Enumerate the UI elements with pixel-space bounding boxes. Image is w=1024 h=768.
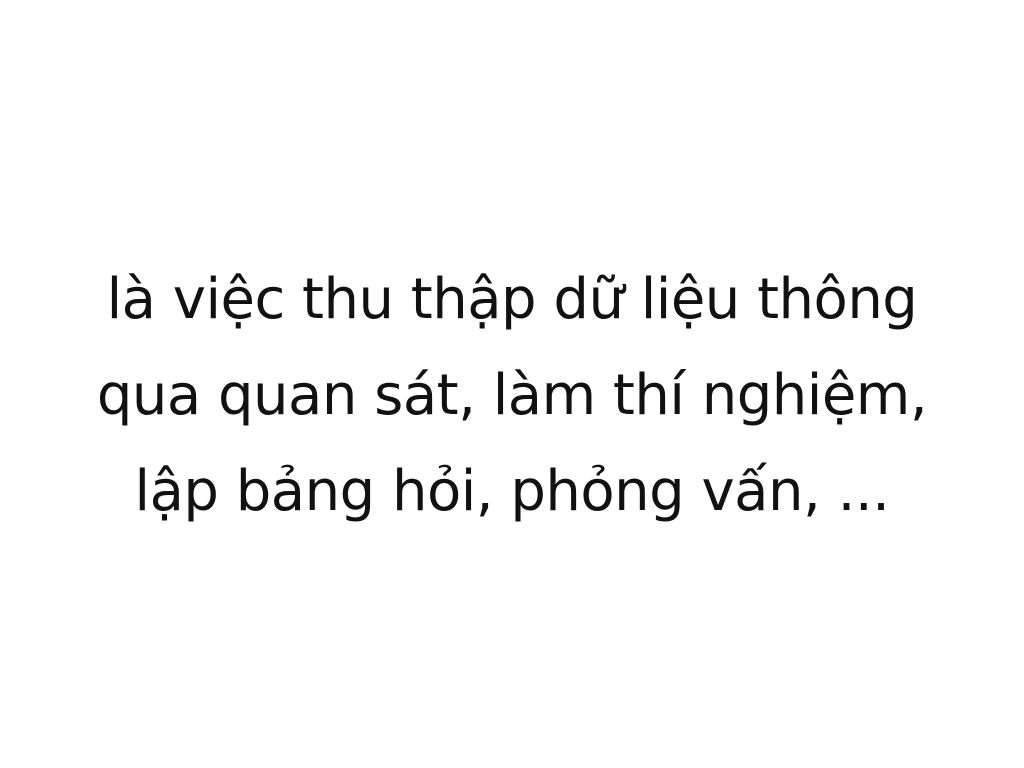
text-line-1: là việc thu thập dữ liệu thông [106,267,918,332]
text-line-3: lập bảng hỏi, phỏng vấn, ... [134,459,890,524]
body-text [0,252,1024,540]
text-line-2: qua quan sát, làm thí nghiệm, [96,363,928,428]
